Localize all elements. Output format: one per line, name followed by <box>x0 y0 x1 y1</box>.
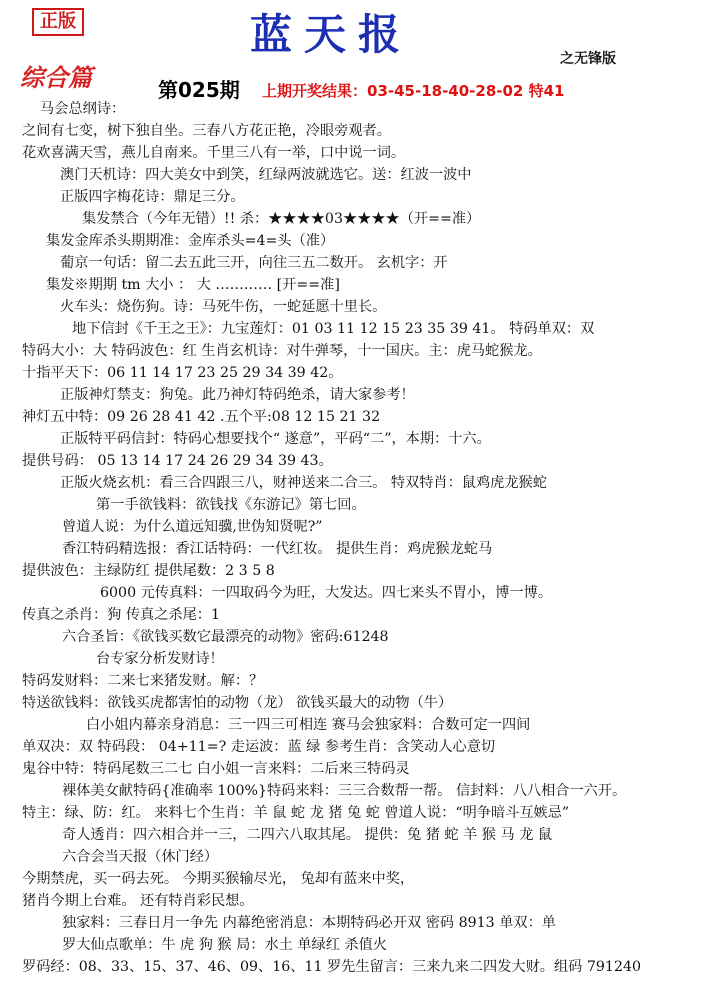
text-line: 罗大仙点歌单：牛 虎 狗 猴 局：水土 单绿红 杀值火 <box>62 937 387 953</box>
text-line: 香江特码精选报：香江话特码：一代红妆。 提供生肖：鸡虎猴龙蛇马 <box>62 541 493 557</box>
text-line: 正版特平码信封：特码心想要找个“ 遂意”，平码“二”，本期：十六。 <box>60 431 491 447</box>
text-line: 裸体美女献特码{准确率 100%}特码来料：三三合数帮一帮。 信封料：八八相合一六开。 <box>62 783 627 799</box>
text-line: 奇人透肖：四六相合并一三，二四六八取其尾。 提供：兔 猪 蛇 羊 猴 马 龙 鼠 <box>62 827 553 843</box>
text-line: 神灯五中特：09 26 28 41 42 .五个平:08 12 15 21 32 <box>22 409 381 425</box>
text-line: 火车头：烧伤狗。诗：马死牛伤，一蛇延愿十里长。 <box>60 299 387 315</box>
text-line: 澳门天机诗：四大美女中到笑，红绿两波就选它。送：红波一波中 <box>60 167 472 183</box>
text-line: 提供波色：主绿防红 提供尾数：2 3 5 8 <box>22 563 275 579</box>
issue-number: 第025期 <box>158 78 240 102</box>
section-label: 综合篇 <box>20 64 92 92</box>
text-line: 正版神灯禁支：狗兔。此乃神灯特码绝杀，请大家参考！ <box>60 387 415 403</box>
newspaper-title: 蓝天报 <box>250 10 413 59</box>
text-line: 传真之杀肖：狗 传真之杀尾：1 <box>22 607 220 623</box>
text-line: 6000 元传真料：一四取码今为旺，大发达。四七来头不胃小，博一博。 <box>100 585 553 601</box>
text-line: 集发※期期 tm 大小 ： 大 ………… [开==准] <box>46 277 340 293</box>
last-draw-result: 上期开奖结果：03-45-18-40-28-02 特41 <box>262 82 565 100</box>
text-line: 集发禁合（今年无错）!! 杀：★★★★03★★★★（开==准） <box>82 211 481 227</box>
text-line: 罗码经：08、33、15、37、46、09、16、11 罗先生留言：三来九来二四发大财。组码 791240 <box>22 959 642 975</box>
text-line: 花欢喜满天雪，燕儿自南来。千里三八有一举，口中说一词。 <box>22 145 406 161</box>
text-line: 正版火烧玄机：看三合四跟三八，财神送来二合三。 特双特肖：鼠鸡虎龙猴蛇 <box>60 475 547 491</box>
text-line: 六合会当天报（休门经） <box>62 849 219 865</box>
text-line: 单双决：双 特码段： 04+11=? 走运波：蓝 绿 参考生肖：含笑动人心意切 <box>22 739 496 755</box>
text-line: 特主：绿、防：红。 来料七个生肖：羊 鼠 蛇 龙 猪 兔 蛇 曾道人说：“明争暗斗互嫉忌” <box>22 805 570 821</box>
text-line: 正版四字梅花诗：鼎足三分。 <box>60 189 245 205</box>
genuine-badge: 正版 <box>32 8 84 36</box>
edition-label: 之无锋版 <box>560 51 616 67</box>
text-line: 十指平天下：06 11 14 17 23 25 29 34 39 42。 <box>22 365 343 381</box>
text-line: 第一手欲钱料：欲钱找《东游记》第七回。 <box>96 497 366 513</box>
text-line: 鬼谷中特：特码尾数三二七 白小姐一言来料：二后来三特码灵 <box>22 761 410 777</box>
text-line: 白小姐内幕亲身消息：三一四三可相连 赛马会独家料：合数可定一四间 <box>86 717 531 733</box>
text-line: 之间有七变，树下独自坐。三春八方花正艳，冷眼旁观者。 <box>22 123 391 139</box>
text-line: 提供号码： 05 13 14 17 24 26 29 34 39 43。 <box>22 453 333 469</box>
text-line: 特码发财料：二来七来猪发财。解：？ <box>22 673 264 689</box>
text-line: 地下信封《千王之王》：九宝莲灯：01 03 11 12 15 23 35 39 41。 特码单双：双 <box>72 321 595 337</box>
text-line: 曾道人说：为什么道远知骥,世伪知贤呢?” <box>62 519 323 535</box>
text-line: 特送欲钱料：欲钱买虎都害怕的动物（龙） 欲钱买最大的动物（牛） <box>22 695 453 711</box>
text-line: 台专家分析发财诗！ <box>96 651 224 667</box>
text-line: 集发金库杀头期期准：金库杀头=4=头（准） <box>46 233 335 249</box>
text-line: 六合圣旨：《欲钱买数它最漂亮的动物》密码:61248 <box>62 629 389 645</box>
text-line: 葡京一句话：留二去五此三开，向往三五二数开。 玄机字：开 <box>60 255 448 271</box>
text-line: 猪肖今期上台难。 还有特肖彩民想。 <box>22 893 254 909</box>
text-line: 马会总纲诗： <box>40 101 126 117</box>
text-line: 今期禁虎，买一码去死。 今期买猴输尽光， 兔却有蓝来中奖， <box>22 871 415 887</box>
text-line: 独家料：三春日月一争先 内幕绝密消息：本期特码必开双 密码 8913 单双：单 <box>62 915 556 931</box>
text-line: 特码大小：大 特码波色：红 生肖玄机诗：对牛弹琴，十一国庆。主：虎马蛇猴龙。 <box>22 343 542 359</box>
